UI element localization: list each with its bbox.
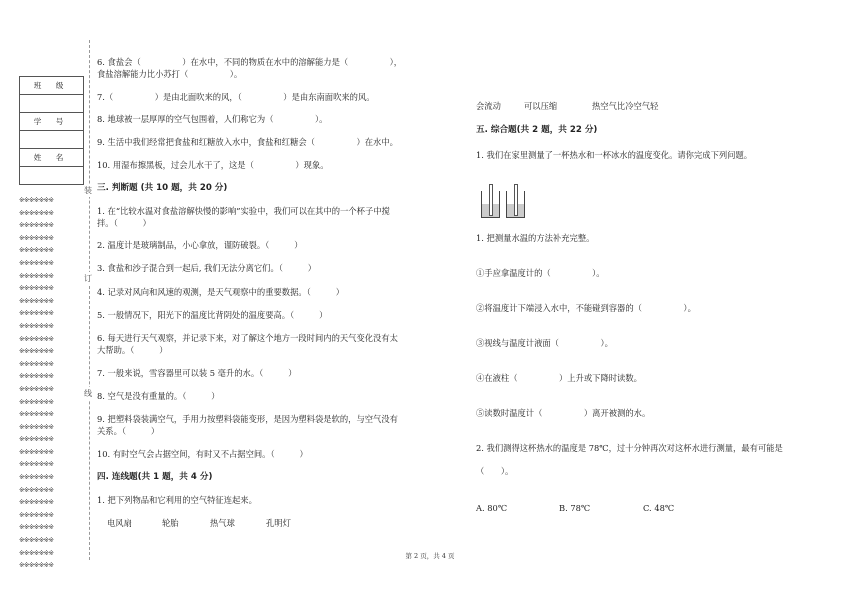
fill-q6-line2: 食盐溶解能力比小苏打（ ）。 bbox=[97, 69, 243, 79]
binding-line bbox=[89, 40, 90, 560]
class-label: 班 级 bbox=[20, 77, 83, 95]
feature-flow[interactable]: 会流动 bbox=[476, 101, 501, 111]
section-5-heading: 五. 综合题(共 2 题，共 22 分) bbox=[476, 125, 598, 135]
name-field[interactable] bbox=[20, 167, 83, 184]
section-3-heading: 三. 判断题 (共 10 题，共 20 分) bbox=[97, 183, 228, 193]
seal-char-xian: 线 bbox=[84, 389, 92, 398]
comp-q1: 1. 我们在家里测量了一杯热水和一杯冰水的温度变化。请你完成下列问题。 bbox=[476, 150, 753, 160]
step-2: ②将温度计下端浸入水中，不能碰到容器的（ ）。 bbox=[476, 303, 696, 313]
step-3: ③视线与温度计液面（ ）。 bbox=[476, 338, 613, 348]
section-4-heading: 四. 连线题(共 1 题，共 4 分) bbox=[97, 472, 213, 482]
fill-q8: 8. 地球被一层厚厚的空气包围着，人们称它为（ ）。 bbox=[97, 114, 328, 124]
ice-water-beaker-image bbox=[506, 191, 525, 218]
page-footer: 第 2 页，共 4 页 bbox=[405, 552, 455, 560]
option-a[interactable]: A. 80℃ bbox=[476, 503, 508, 513]
fill-q6-line1: 6. 食盐会（ ）在水中，不同的物质在水中的溶解能力是（ ）， bbox=[97, 57, 403, 67]
seal-char-ding: 订 bbox=[84, 274, 92, 283]
class-field[interactable] bbox=[20, 95, 83, 113]
judge-q9-line2: 关系。（ ） bbox=[97, 426, 160, 436]
feature-hot-air-light[interactable]: 热空气比冷空气轻 bbox=[592, 101, 659, 111]
comp-q1-sub: 1. 把测量水温的方法补充完整。 bbox=[476, 233, 595, 243]
judge-q1-line1: 1. 在“比较水温对食盐溶解快慢的影响”实验中，我们可以在其中的一个杯子中搅 bbox=[97, 206, 390, 216]
match-item-lantern[interactable]: 孔明灯 bbox=[266, 518, 291, 528]
student-info-table bbox=[19, 76, 84, 185]
match-item-balloon[interactable]: 热气球 bbox=[210, 518, 235, 528]
judge-q1-line2: 拌。（ ） bbox=[97, 218, 151, 228]
decorative-pattern: ※※※※※※※ ※※※※※※※ ※※※※※※※ ※※※※※※※ ※※※※※※※ ※※※※※※※ ※※※※※※※ ※※※※※※※ ※※※※※※※ ※※※※※※※ ※※※※※※※ ※※※※※※※ ※※※※※※※ ※※※※※※※ ※※※※※※※ ※※※※※※※ ※※※※※※※ ※※※※※※※ ※※※※※※※ ※※※※※※※ ※※※※※※※ ※※※※※※※ ※※※※※※※ ※※※※※※※ ※※※※※※※ ※※※※※※※ ※※※※※※※ ※※※※※※※ ※※※※※※※ ※※※※※※※ bbox=[19, 196, 54, 570]
option-c[interactable]: C. 48℃ bbox=[643, 503, 675, 513]
judge-q4: 4. 记录对风向和风速的观测，是天气观察中的重要数据。（ ） bbox=[97, 287, 345, 297]
judge-q5: 5. 一般情况下，阳光下的温度比背阴处的温度要高。（ ） bbox=[97, 310, 328, 320]
match-q1: 1. 把下列物品和它利用的空气特征连起来。 bbox=[97, 495, 257, 505]
seal-char-zhuang: 装 bbox=[84, 186, 92, 195]
step-1: ①手应拿温度计的（ ）。 bbox=[476, 268, 605, 278]
step-5: ⑤读数时温度计（ ）离开被测的水。 bbox=[476, 408, 651, 418]
match-item-fan[interactable]: 电风扇 bbox=[107, 518, 132, 528]
judge-q2: 2. 温度计是玻璃制品，小心拿放，谨防破裂。（ ） bbox=[97, 240, 303, 250]
option-b[interactable]: B. 78℃ bbox=[559, 503, 591, 513]
id-label: 学 号 bbox=[20, 113, 83, 131]
fill-q10: 10. 用湿布擦黑板，过会儿水干了，这是（ ）现象。 bbox=[97, 160, 329, 170]
id-field[interactable] bbox=[20, 131, 83, 149]
fill-q9: 9. 生活中我们经常把食盐和红糖放入水中，食盐和红糖会（ ）在水中。 bbox=[97, 137, 398, 147]
step-4: ④在液柱（ ）上升或下降时读数。 bbox=[476, 373, 642, 383]
feature-compress[interactable]: 可以压缩 bbox=[524, 101, 558, 111]
name-label: 姓 名 bbox=[20, 149, 83, 167]
fill-q7: 7.（ ）是由北面吹来的风，（ ）是由东南面吹来的风。 bbox=[97, 92, 375, 102]
judge-q10: 10. 有时空气会占据空间，有时又不占据空间。（ ） bbox=[97, 449, 308, 459]
judge-q6-line1: 6. 每天进行天气观察，并记录下来，对了解这个地方一段时间内的天气变化没有太 bbox=[97, 333, 398, 343]
comp-q2-line1: 2. 我们测得这杯热水的温度是 78℃，过十分钟再次对这杯水进行测量，最有可能是 bbox=[476, 443, 783, 453]
comp-q2-line2: （ ）。 bbox=[476, 466, 514, 476]
judge-q8: 8. 空气是没有重量的。（ ） bbox=[97, 391, 220, 401]
judge-q7: 7. 一般来说，雪容器里可以装 5 毫升的水。（ ） bbox=[97, 368, 297, 378]
judge-q9-line1: 9. 把塑料袋装满空气，手用力按塑料袋能变形，是因为塑料袋是软的，与空气没有 bbox=[97, 414, 398, 424]
match-item-tire[interactable]: 轮胎 bbox=[162, 518, 179, 528]
judge-q3: 3. 食盐和沙子混合到一起后, 我们无法分离它们。（ ） bbox=[97, 263, 317, 273]
judge-q6-line2: 大帮助。（ ） bbox=[97, 345, 168, 355]
hot-water-beaker-image bbox=[481, 191, 500, 218]
